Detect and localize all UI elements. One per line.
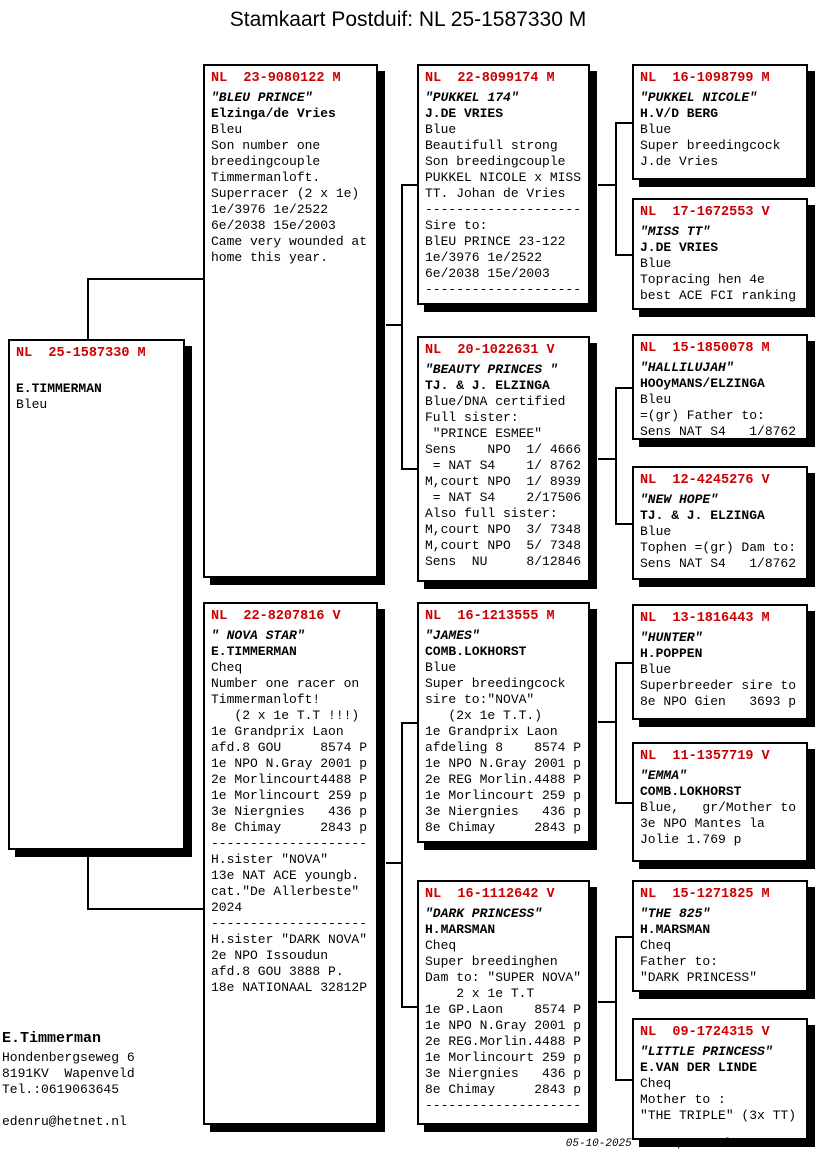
pedigree-box-nl-16-1213555	[417, 602, 590, 843]
pedigree-line: 3e Niergnies 436 p	[211, 804, 368, 819]
pedigree-line: Blue	[640, 662, 672, 677]
owner-name: H.MARSMAN	[640, 922, 711, 937]
ring-number: NL 15-1850078 M	[640, 341, 770, 356]
pedigree-line: --------------------	[425, 1098, 582, 1113]
pedigree-line: 3e NPO Mantes la	[640, 816, 765, 831]
pedigree-line: H.sister "NOVA"	[211, 852, 329, 867]
connector-line	[87, 908, 203, 910]
pedigree-line: Son breedingcouple	[425, 154, 566, 169]
pigeon-name: " NOVA STAR"	[211, 628, 305, 643]
connector-line	[598, 721, 616, 723]
pigeon-name: "NEW HOPE"	[640, 492, 719, 507]
pedigree-line: Blue/DNA certified	[425, 394, 566, 409]
owner-name: TJ. & J. ELZINGA	[425, 378, 550, 393]
pedigree-line: = NAT S4 1/ 8762	[425, 458, 582, 473]
pedigree-line: Also full sister:	[425, 506, 558, 521]
pedigree-notes	[425, 938, 588, 1114]
connector-line	[615, 936, 617, 1081]
pedigree-line: "PRINCE ESMEE"	[425, 426, 543, 441]
pedigree-box-nl-16-1098799	[632, 64, 808, 180]
pedigree-line: 1e/3976 1e/2522	[425, 250, 543, 265]
pedigree-line: (2x 1e T.T.)	[425, 708, 543, 723]
pedigree-line: 1e Morlincourt 259 p	[425, 1050, 582, 1065]
pedigree-line: = NAT S4 2/17506	[425, 490, 582, 505]
pedigree-line: 3e Niergnies 436 p	[425, 1066, 582, 1081]
pedigree-notes	[425, 660, 588, 836]
pedigree-box-nl-25-1587330	[8, 339, 185, 850]
pedigree-line: M,court NPO 5/ 7348	[425, 538, 582, 553]
pedigree-line: Cheq	[640, 1076, 672, 1091]
pedigree-box-nl-15-1271825	[632, 880, 808, 992]
pedigree-line: Superracer (2 x 1e)	[211, 186, 360, 201]
pedigree-notes	[640, 662, 806, 710]
owner-name: Elzinga/de Vries	[211, 106, 336, 121]
connector-line	[615, 662, 617, 804]
owner-name: TJ. & J. ELZINGA	[640, 508, 765, 523]
pedigree-line: 2e Morlincourt4488 P	[211, 772, 368, 787]
pedigree-line: 1e Morlincourt 259 p	[211, 788, 368, 803]
connector-line	[598, 458, 616, 460]
pedigree-line: Bleu	[16, 397, 48, 412]
pedigree-line: Bleu	[640, 392, 672, 407]
pigeon-name: "BEAUTY PRINCES "	[425, 362, 558, 377]
breeder-contact-block	[2, 1028, 135, 1130]
pedigree-line: Mother to :	[640, 1092, 726, 1107]
pedigree-line: "DARK PRINCESS"	[640, 970, 758, 985]
breeder-phone: Tel.:0619063645	[2, 1082, 120, 1097]
pedigree-line: 13e NAT ACE youngb.	[211, 868, 360, 883]
ring-number: NL 16-1098799 M	[640, 71, 770, 86]
breeder-address-street: Hondenbergseweg 6	[2, 1050, 135, 1065]
pedigree-line: afd.8 GOU 3888 P.	[211, 964, 344, 979]
pedigree-line: Sire to:	[425, 218, 488, 233]
pedigree-box-nl-09-1724315	[632, 1018, 808, 1140]
pedigree-line: 8e NPO Gien 3693 p	[640, 694, 797, 709]
pigeon-name: "HALLILUJAH"	[640, 360, 734, 375]
ring-number: NL 17-1672553 V	[640, 205, 770, 220]
owner-name: HOOyMANS/ELZINGA	[640, 376, 765, 391]
pedigree-line: Super breedingcock	[640, 138, 781, 153]
pigeon-name: "EMMA"	[640, 768, 687, 783]
pedigree-box-nl-23-9080122	[203, 64, 378, 578]
owner-name: H.V/D BERG	[640, 106, 719, 121]
page-title: Stamkaart Postduif: NL 25-1587330 M	[229, 8, 587, 31]
pedigree-line: Sens NPO 1/ 4666	[425, 442, 582, 457]
connector-line	[598, 184, 616, 186]
pedigree-box-nl-16-1112642	[417, 880, 590, 1125]
pedigree-line: Tophen =(gr) Dam to:	[640, 540, 797, 555]
owner-name: COMB.LOKHORST	[640, 784, 742, 799]
pedigree-line: Full sister:	[425, 410, 519, 425]
pedigree-notes	[640, 1076, 806, 1124]
owner-name: E.VAN DER LINDE	[640, 1060, 758, 1075]
footer-credit	[566, 1138, 810, 1150]
ring-number: NL 16-1112642 V	[425, 887, 555, 902]
pedigree-line: cat."De Allerbeste"	[211, 884, 360, 899]
pedigree-line: 1e Grandprix Laon	[211, 724, 344, 739]
connector-line	[401, 722, 403, 1008]
pedigree-line: Father to:	[640, 954, 719, 969]
connector-line	[401, 184, 403, 470]
pedigree-line: Cheq	[425, 938, 457, 953]
ring-number: NL 16-1213555 M	[425, 609, 555, 624]
connector-line	[615, 802, 632, 804]
connector-line	[615, 523, 632, 525]
pedigree-line: afdeling 8 8574 P	[425, 740, 582, 755]
pedigree-notes	[16, 397, 183, 413]
connector-line	[598, 1001, 616, 1003]
connector-line	[615, 387, 617, 525]
connector-line	[615, 662, 632, 664]
pedigree-line: 3e Niergnies 436 p	[425, 804, 582, 819]
pedigree-line: =(gr) Father to:	[640, 408, 765, 423]
pedigree-line: Blue	[640, 524, 672, 539]
pedigree-line: M,court NPO 3/ 7348	[425, 522, 582, 537]
pigeon-name: "DARK PRINCESS"	[425, 906, 543, 921]
owner-name: J.DE VRIES	[425, 106, 504, 121]
pedigree-line: 1e/3976 1e/2522	[211, 202, 329, 217]
pedigree-line: 6e/2038 15e/2003	[425, 266, 550, 281]
footer-software-credit: Compuclub © E.Timmerman	[658, 1138, 810, 1150]
connector-line	[615, 122, 617, 256]
connector-line	[615, 1079, 632, 1081]
pedigree-notes	[640, 524, 806, 572]
pedigree-line: home this year.	[211, 250, 329, 265]
pedigree-line: H.sister "DARK NOVA"	[211, 932, 368, 947]
pedigree-notes	[211, 660, 376, 996]
pedigree-line: Came very wounded at	[211, 234, 368, 249]
ring-number: NL 20-1022631 V	[425, 343, 555, 358]
breeder-address-city: 8191KV Wapenveld	[2, 1066, 135, 1081]
pedigree-line: Number one racer on	[211, 676, 360, 691]
pedigree-line: Jolie 1.769 p	[640, 832, 742, 847]
pedigree-line: 8e Chimay 2843 p	[211, 820, 368, 835]
connector-line	[87, 278, 203, 280]
pigeon-name: "MISS TT"	[640, 224, 711, 239]
pedigree-line: Superbreeder sire to	[640, 678, 797, 693]
pedigree-notes	[640, 392, 806, 440]
pedigree-line: Sens NAT S4 1/8762	[640, 556, 797, 571]
pedigree-notes	[425, 394, 588, 570]
pedigree-line: Sens NU 8/12846	[425, 554, 582, 569]
pedigree-notes	[640, 800, 806, 848]
pedigree-line: Dam to: "SUPER NOVA"	[425, 970, 582, 985]
owner-name: J.DE VRIES	[640, 240, 719, 255]
pedigree-line: --------------------	[211, 916, 368, 931]
pedigree-box-nl-13-1816443	[632, 604, 808, 720]
pedigree-line: 2e REG Morlin.4488 P	[425, 772, 582, 787]
ring-number: NL 15-1271825 M	[640, 887, 770, 902]
pedigree-notes	[640, 938, 806, 986]
pedigree-box-nl-11-1357719	[632, 742, 808, 862]
pedigree-line: TT. Johan de Vries	[425, 186, 566, 201]
pigeon-name: "THE 825"	[640, 906, 711, 921]
pedigree-notes	[640, 256, 806, 304]
ring-number: NL 11-1357719 V	[640, 749, 770, 764]
pedigree-line: Topracing hen 4e	[640, 272, 765, 287]
pedigree-line: 2 x 1e T.T	[425, 986, 535, 1001]
pedigree-box-nl-20-1022631	[417, 336, 590, 582]
pedigree-line: Sens NAT S4 1/8762	[640, 424, 797, 439]
pedigree-box-nl-22-8207816	[203, 602, 378, 1125]
pigeon-name	[16, 365, 183, 381]
pigeon-name: "PUKKEL NICOLE"	[640, 90, 758, 105]
pedigree-line: M,court NPO 1/ 8939	[425, 474, 582, 489]
pedigree-line: Son number one	[211, 138, 321, 153]
pedigree-line: 2024	[211, 900, 243, 915]
pedigree-line: Beautifull strong	[425, 138, 558, 153]
pedigree-line: 2e REG.Morlin.4488 P	[425, 1034, 582, 1049]
pedigree-notes	[640, 122, 806, 170]
pedigree-line: 8e Chimay 2843 p	[425, 820, 582, 835]
pedigree-line: 2e NPO Issoudun	[211, 948, 329, 963]
pedigree-box-nl-15-1850078	[632, 334, 808, 440]
pedigree-line: Blue	[425, 122, 457, 137]
pedigree-line: 8e Chimay 2843 p	[425, 1082, 582, 1097]
pedigree-line: (2 x 1e T.T !!!)	[211, 708, 360, 723]
owner-name: H.POPPEN	[640, 646, 703, 661]
pedigree-line: --------------------	[425, 202, 582, 217]
pedigree-line: "THE TRIPLE" (3x TT)	[640, 1108, 797, 1123]
pedigree-line: Cheq	[640, 938, 672, 953]
owner-name: COMB.LOKHORST	[425, 644, 527, 659]
pedigree-line: 1e Grandprix Laon	[425, 724, 558, 739]
pedigree-line: Blue	[425, 660, 457, 675]
ring-number: NL 23-9080122 M	[211, 71, 341, 86]
connector-line	[615, 387, 632, 389]
connector-line	[401, 722, 417, 724]
pedigree-line: afd.8 GOU 8574 P	[211, 740, 368, 755]
pedigree-line: Super breedingcock	[425, 676, 566, 691]
pedigree-line: best ACE FCI ranking	[640, 288, 797, 303]
pedigree-box-nl-12-4245276	[632, 466, 808, 580]
connector-line	[401, 184, 417, 186]
owner-name: H.MARSMAN	[425, 922, 496, 937]
pigeon-name: "JAMES"	[425, 628, 480, 643]
pedigree-line: breedingcouple	[211, 154, 321, 169]
pedigree-line: sire to:"NOVA"	[425, 692, 535, 707]
ring-number: NL 22-8207816 V	[211, 609, 341, 624]
connector-line	[615, 936, 632, 938]
pedigree-line: J.de Vries	[640, 154, 719, 169]
pedigree-line: Blue, gr/Mother to	[640, 800, 797, 815]
pedigree-line: PUKKEL NICOLE x MISS	[425, 170, 582, 185]
connector-line	[401, 468, 417, 470]
footer-date: 05-10-2025	[565, 1138, 632, 1150]
pedigree-line: 1e NPO N.Gray 2001 p	[211, 756, 368, 771]
pedigree-box-nl-17-1672553	[632, 198, 808, 310]
pedigree-line: Blue	[640, 256, 672, 271]
pedigree-line: 18e NATIONAAL 32812P	[211, 980, 368, 995]
pedigree-line: Bleu	[211, 122, 243, 137]
pedigree-line: Timmermanloft.	[211, 170, 321, 185]
connector-line	[615, 122, 632, 124]
pedigree-line: Blue	[640, 122, 672, 137]
ring-number: NL 22-8099174 M	[425, 71, 555, 86]
connector-line	[87, 278, 89, 339]
pedigree-line: 6e/2038 15e/2003	[211, 218, 336, 233]
pigeon-name: "BLEU PRINCE"	[211, 90, 313, 105]
owner-name: E.TIMMERMAN	[211, 644, 297, 659]
breeder-name: E.Timmerman	[2, 1030, 102, 1047]
pedigree-notes	[425, 122, 588, 298]
ring-number: NL 09-1724315 V	[640, 1025, 770, 1040]
pedigree-line: Super breedinghen	[425, 954, 558, 969]
pedigree-box-nl-22-8099174	[417, 64, 590, 305]
breeder-email: edenru@hetnet.nl	[2, 1114, 127, 1129]
spacer	[2, 1098, 135, 1114]
pedigree-line: 1e NPO N.Gray 2001 p	[425, 1018, 582, 1033]
owner-name: E.TIMMERMAN	[16, 381, 102, 396]
pigeon-name: "LITTLE PRINCESS"	[640, 1044, 773, 1059]
pedigree-line: 1e Morlincourt 259 p	[425, 788, 582, 803]
pedigree-line: Cheq	[211, 660, 243, 675]
ring-number: NL 12-4245276 V	[640, 473, 770, 488]
pedigree-line: --------------------	[211, 836, 368, 851]
pedigree-line: 1e GP.Laon 8574 P	[425, 1002, 582, 1017]
pedigree-line: BlEU PRINCE 23-122	[425, 234, 566, 249]
pigeon-name: "HUNTER"	[640, 630, 703, 645]
pedigree-line: 1e NPO N.Gray 2001 p	[425, 756, 582, 771]
ring-number: NL 25-1587330 M	[16, 346, 146, 361]
pedigree-line: Timmermanloft!	[211, 692, 321, 707]
pedigree-notes	[211, 122, 376, 266]
connector-line	[401, 1006, 417, 1008]
pedigree-line: --------------------	[425, 282, 582, 297]
connector-line	[87, 850, 89, 910]
footer-spacer	[632, 1138, 658, 1150]
ring-number: NL 13-1816443 M	[640, 611, 770, 626]
pigeon-name: "PUKKEL 174"	[425, 90, 519, 105]
connector-line	[615, 254, 632, 256]
